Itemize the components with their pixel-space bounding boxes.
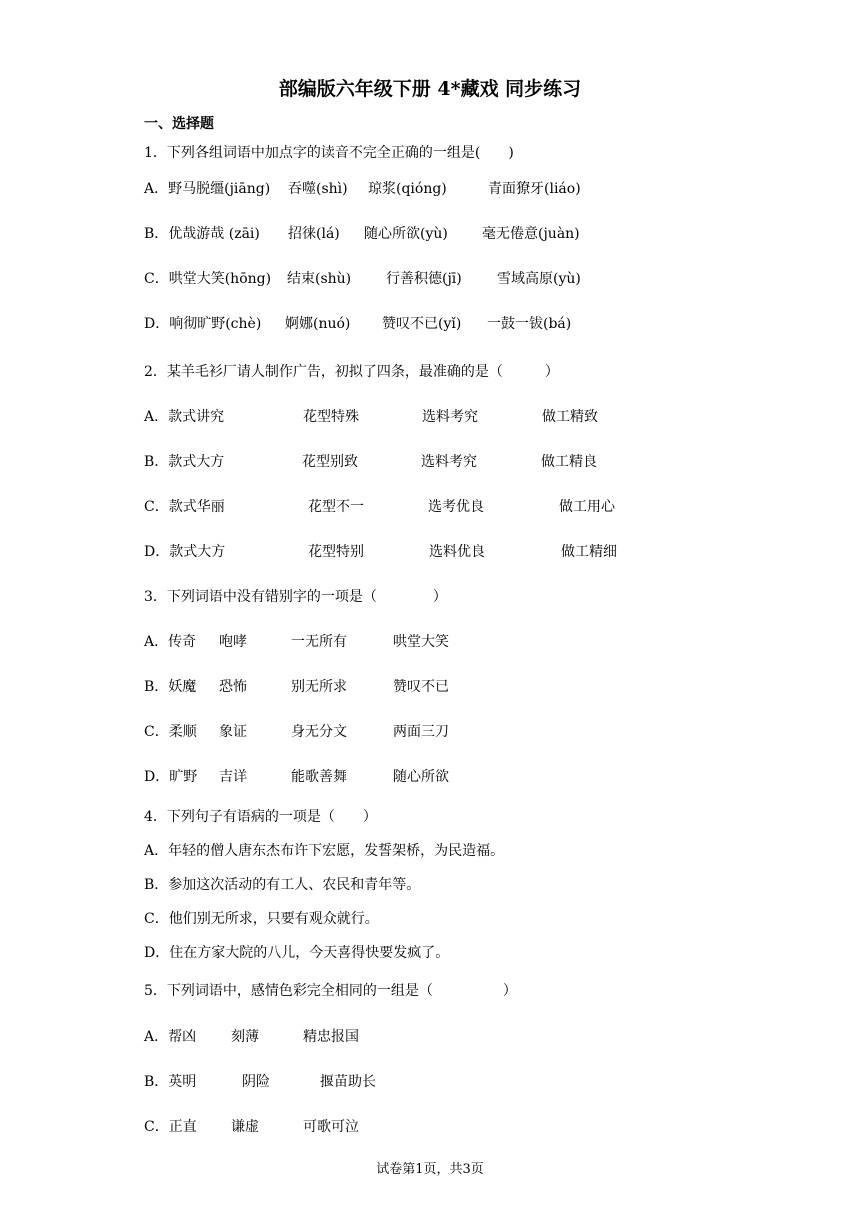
q1-option-a-item-3: 琼浆(qióng) [368, 181, 447, 197]
q5-option-b-item-1: B．英明 [144, 1074, 197, 1090]
section-heading: 一、选择题 [144, 116, 214, 132]
q2-option-c-item-2: 花型不一 [308, 499, 364, 515]
q5-option-a-item-1: A．帮凶 [144, 1029, 197, 1045]
q3-option-d-item-4: 随心所欲 [393, 769, 449, 785]
q3-option-c-item-2: 象证 [219, 724, 247, 740]
q3-option-b-item-4: 赞叹不已 [393, 679, 449, 695]
q1-option-d-item-1: D．响彻旷野(chè) [144, 316, 262, 332]
question-1-stem: 1．下列各组词语中加点字的读音不完全正确的一组是( ) [144, 145, 514, 161]
q1-option-d-item-4: 一鼓一钹(bá) [487, 316, 572, 332]
q1-option-b-item-2: 招徕(lá) [288, 226, 340, 242]
q3-option-c-item-4: 两面三刀 [393, 724, 449, 740]
q2-option-a-item-1: A．款式讲究 [144, 409, 225, 425]
q4-option-a: A．年轻的僧人唐东杰布许下宏愿，发誓架桥，为民造福。 [144, 843, 505, 859]
q1-option-a-item-4: 青面獠牙(liáo) [488, 181, 581, 197]
q3-option-b-item-1: B．妖魔 [144, 679, 197, 695]
q1-option-b-item-4: 毫无倦意(juàn) [482, 226, 580, 242]
q3-option-a-item-4: 哄堂大笑 [393, 634, 449, 650]
q2-option-d-item-3: 选料优良 [429, 544, 485, 560]
q1-option-c-item-1: C．哄堂大笑(hōng) [144, 271, 272, 287]
q5-option-c-item-2: 谦虚 [231, 1119, 259, 1135]
q2-option-c-item-1: C．款式华丽 [144, 499, 225, 515]
q2-option-d-item-1: D．款式大方 [144, 544, 226, 560]
question-2-stem: 2．某羊毛衫厂请人制作广告，初拟了四条，最准确的是（ ） [144, 364, 559, 380]
q1-option-a-item-1: A．野马脱缰(jiāng) [144, 181, 271, 197]
q1-option-a-item-2: 吞噬(shì) [288, 181, 348, 197]
q5-option-a-item-2: 刻薄 [231, 1029, 259, 1045]
q1-option-c-item-3: 行善积德(jī) [386, 271, 462, 287]
q2-option-a-item-3: 选料考究 [422, 409, 478, 425]
q2-option-b-item-2: 花型别致 [302, 454, 358, 470]
q5-option-c-item-1: C．正直 [144, 1119, 197, 1135]
q1-option-d-item-3: 赞叹不已(yǐ) [382, 316, 462, 332]
q3-option-d-item-3: 能歌善舞 [291, 769, 347, 785]
q2-option-c-item-3: 选考优良 [428, 499, 484, 515]
q4-option-d: D．住在方家大院的八儿，今天喜得快要发疯了。 [144, 945, 450, 961]
q5-option-a-item-3: 精忠报国 [303, 1029, 359, 1045]
page-title: 部编版六年级下册 4*藏戏 同步练习 [278, 78, 582, 100]
q1-option-b-item-3: 随心所欲(yù) [364, 226, 448, 242]
q2-option-a-item-2: 花型特殊 [303, 409, 359, 425]
q3-option-a-item-2: 咆哮 [219, 634, 247, 650]
q4-option-c: C．他们别无所求，只要有观众就行。 [144, 911, 379, 927]
q3-option-d-item-1: D．旷野 [144, 769, 198, 785]
q3-option-a-item-3: 一无所有 [291, 634, 347, 650]
q1-option-b-item-1: B．优哉游哉 (zāi) [144, 226, 260, 242]
question-3-stem: 3．下列词语中没有错别字的一项是（ ） [144, 589, 447, 605]
q2-option-c-item-4: 做工用心 [559, 499, 615, 515]
q3-option-c-item-1: C．柔顺 [144, 724, 197, 740]
q4-option-b: B．参加这次活动的有工人、农民和青年等。 [144, 877, 421, 893]
q3-option-d-item-2: 吉详 [219, 769, 247, 785]
q3-option-c-item-3: 身无分文 [291, 724, 347, 740]
q2-option-b-item-3: 选料考究 [421, 454, 477, 470]
q2-option-a-item-4: 做工精致 [542, 409, 598, 425]
q1-option-c-item-4: 雪域高原(yù) [497, 271, 581, 287]
page-footer: 试卷第1页，共3页 [376, 1162, 484, 1177]
q2-option-b-item-1: B．款式大方 [144, 454, 225, 470]
q2-option-d-item-2: 花型特别 [308, 544, 364, 560]
question-5-stem: 5．下列词语中，感情色彩完全相同的一组是（ ） [144, 983, 517, 999]
q5-option-c-item-3: 可歌可泣 [303, 1119, 359, 1135]
q2-option-d-item-4: 做工精细 [561, 544, 617, 560]
q2-option-b-item-4: 做工精良 [541, 454, 597, 470]
question-4-stem: 4．下列句子有语病的一项是（ ） [144, 809, 377, 825]
q1-option-d-item-2: 婀娜(nuó) [285, 316, 351, 332]
q5-option-b-item-2: 阴险 [242, 1074, 270, 1090]
q3-option-b-item-3: 别无所求 [291, 679, 347, 695]
q1-option-c-item-2: 结束(shù) [287, 271, 352, 287]
q3-option-a-item-1: A．传奇 [144, 634, 197, 650]
q5-option-b-item-3: 揠苗助长 [320, 1074, 376, 1090]
q3-option-b-item-2: 恐怖 [219, 679, 247, 695]
